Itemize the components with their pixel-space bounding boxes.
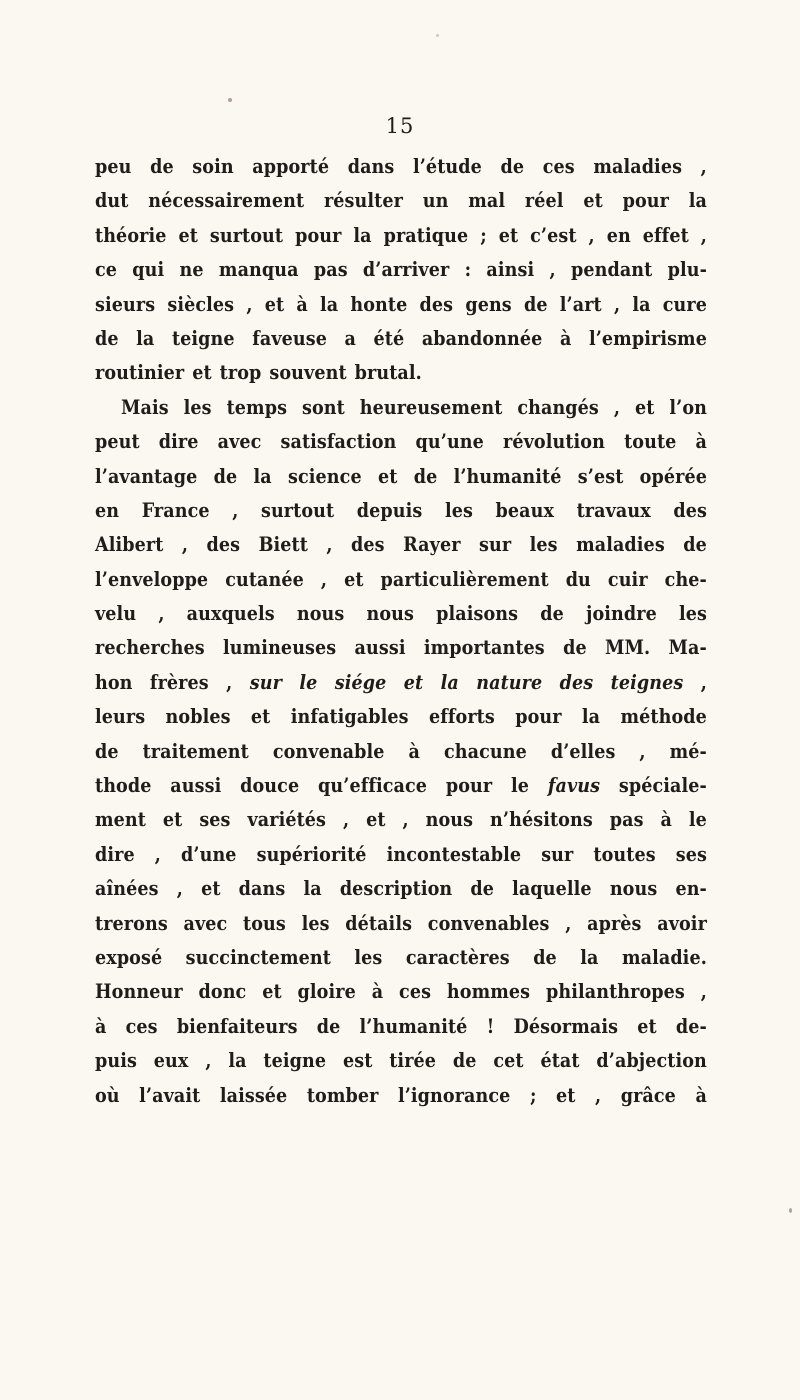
word: à bbox=[660, 808, 672, 832]
word: beaux bbox=[495, 498, 555, 522]
word: teigne bbox=[263, 1049, 327, 1073]
word: manqua bbox=[218, 258, 299, 282]
word: avoir bbox=[657, 911, 707, 935]
word: apporté bbox=[252, 155, 330, 178]
word: qu’une bbox=[415, 430, 484, 454]
word: spéciale- bbox=[618, 774, 707, 798]
word: joindre bbox=[586, 602, 657, 626]
word: maladies bbox=[593, 155, 683, 178]
word: nous bbox=[425, 808, 474, 832]
text-line bbox=[95, 425, 707, 459]
text-line bbox=[95, 460, 707, 494]
word: de bbox=[95, 326, 119, 350]
word: surtout bbox=[209, 223, 284, 247]
word: ainsi bbox=[486, 258, 535, 282]
word: pour bbox=[515, 705, 562, 729]
word: travaux bbox=[576, 498, 651, 522]
word: , bbox=[613, 395, 621, 419]
text-line bbox=[95, 666, 707, 700]
word: souvent bbox=[269, 361, 347, 385]
word: le bbox=[511, 774, 530, 798]
word: s’est bbox=[577, 464, 624, 488]
text-line bbox=[95, 1079, 707, 1113]
word: avec bbox=[183, 911, 228, 935]
word: routinier bbox=[95, 361, 185, 385]
word: de bbox=[563, 636, 587, 660]
word: en bbox=[606, 223, 631, 247]
word: pas bbox=[313, 258, 348, 282]
word: l’ignorance bbox=[397, 1083, 511, 1107]
word: de bbox=[540, 602, 564, 626]
word: les bbox=[678, 602, 707, 626]
text-line bbox=[95, 769, 707, 803]
word: description bbox=[339, 877, 453, 901]
word: qu’efficace bbox=[318, 774, 428, 798]
word: à bbox=[559, 326, 572, 350]
word: , bbox=[639, 739, 646, 763]
word: en- bbox=[675, 877, 707, 901]
word: heureusement bbox=[359, 395, 503, 419]
word: nobles bbox=[165, 705, 231, 729]
word: la bbox=[353, 223, 372, 247]
word: de bbox=[316, 1014, 341, 1038]
word: satisfaction bbox=[280, 430, 397, 454]
word: mal bbox=[468, 189, 506, 213]
text-line bbox=[95, 184, 707, 218]
word: , bbox=[565, 911, 572, 935]
word: recherches bbox=[95, 636, 205, 660]
text-line bbox=[95, 494, 707, 528]
word: importantes bbox=[423, 636, 545, 660]
word: : bbox=[464, 258, 472, 282]
word: MM. bbox=[604, 636, 651, 660]
word: les bbox=[444, 498, 473, 522]
word: avec bbox=[217, 430, 262, 454]
word: ses bbox=[199, 808, 231, 832]
word: nous bbox=[609, 877, 658, 901]
word: surtout bbox=[260, 498, 335, 522]
word: la bbox=[688, 189, 707, 213]
word: tirée bbox=[389, 1049, 437, 1073]
word: à bbox=[95, 1014, 107, 1038]
word: , bbox=[320, 567, 328, 591]
paper-speck bbox=[789, 1208, 792, 1213]
word: faveuse bbox=[252, 326, 327, 350]
word: d’une bbox=[181, 842, 237, 866]
word: et bbox=[377, 464, 398, 488]
word: France bbox=[141, 498, 210, 522]
word: sont bbox=[301, 395, 345, 419]
word: favus bbox=[547, 774, 601, 798]
word: en bbox=[95, 498, 120, 522]
word: nous bbox=[296, 602, 345, 626]
word: , bbox=[588, 223, 595, 247]
word: Mais bbox=[121, 395, 169, 419]
word: de- bbox=[675, 1014, 707, 1038]
word: sieurs bbox=[95, 292, 156, 316]
word: , bbox=[246, 292, 253, 316]
word: et bbox=[162, 808, 183, 832]
word: état bbox=[540, 1049, 580, 1073]
word: détails bbox=[345, 911, 413, 935]
text-line bbox=[95, 528, 707, 562]
word: trop bbox=[219, 361, 262, 385]
word: l’humanité bbox=[453, 464, 562, 488]
word: un bbox=[422, 189, 449, 213]
word: à bbox=[695, 430, 707, 454]
word: plu- bbox=[667, 258, 707, 282]
word: méthode bbox=[620, 705, 707, 729]
word: et bbox=[201, 877, 221, 901]
word: nous bbox=[366, 602, 415, 626]
text-line bbox=[95, 563, 707, 597]
word: leurs bbox=[95, 705, 146, 729]
word: ces bbox=[542, 155, 575, 178]
word: pratique bbox=[383, 223, 469, 247]
word: Biett bbox=[258, 533, 308, 557]
text-line bbox=[95, 631, 707, 665]
word: et bbox=[637, 1014, 657, 1038]
word: les bbox=[183, 395, 212, 419]
word: gens bbox=[465, 292, 512, 316]
word: , bbox=[205, 1049, 212, 1073]
word: nécessairement bbox=[148, 189, 305, 213]
word: exposé bbox=[95, 945, 163, 969]
word: et bbox=[498, 223, 519, 247]
word: Désormais bbox=[513, 1014, 619, 1038]
word: été bbox=[373, 326, 405, 350]
word: dans bbox=[238, 877, 286, 901]
word: infatigables bbox=[290, 705, 409, 729]
body-text bbox=[95, 150, 707, 1113]
text-line bbox=[95, 253, 707, 287]
word: l’humanité bbox=[359, 1014, 468, 1038]
word: aussi bbox=[354, 636, 406, 660]
word: réel bbox=[524, 189, 564, 213]
word: a bbox=[344, 326, 356, 350]
word: d’arriver bbox=[362, 258, 450, 282]
word: et bbox=[556, 1083, 576, 1107]
word: qui bbox=[132, 258, 165, 282]
word: la bbox=[228, 1049, 247, 1073]
word: traitement bbox=[142, 739, 249, 763]
word: siége bbox=[334, 670, 387, 694]
word: des bbox=[673, 498, 707, 522]
word: l’on bbox=[669, 395, 707, 419]
word: science bbox=[288, 464, 362, 488]
word: ; bbox=[480, 223, 487, 247]
word: d’abjection bbox=[596, 1049, 707, 1073]
word: et bbox=[583, 189, 603, 213]
word: pendant bbox=[570, 258, 653, 282]
word: , bbox=[232, 498, 239, 522]
word: sur bbox=[249, 670, 282, 694]
text-line bbox=[95, 356, 707, 390]
word: ces bbox=[399, 980, 432, 1004]
word: succinctement bbox=[185, 945, 331, 969]
word: de bbox=[413, 464, 438, 488]
word: douce bbox=[240, 774, 300, 798]
word: maladies bbox=[576, 533, 665, 557]
word: de bbox=[533, 945, 557, 969]
word: ; bbox=[529, 1083, 537, 1107]
word: n’hésitons bbox=[490, 808, 593, 832]
word: opérée bbox=[639, 464, 707, 488]
word: et bbox=[250, 705, 271, 729]
word: cure bbox=[662, 292, 707, 316]
word: théorie bbox=[95, 223, 167, 247]
text-line bbox=[95, 150, 707, 184]
word: pour bbox=[445, 774, 493, 798]
word: dire bbox=[158, 430, 199, 454]
word: pas bbox=[609, 808, 644, 832]
text-line bbox=[95, 1010, 707, 1044]
word: dire bbox=[95, 842, 135, 866]
word: les bbox=[354, 945, 383, 969]
word: cuir bbox=[607, 567, 648, 591]
word: , bbox=[158, 602, 165, 626]
text-line bbox=[95, 391, 707, 425]
word: à bbox=[408, 739, 420, 763]
word: l’enveloppe bbox=[95, 567, 209, 591]
word: chacune bbox=[443, 739, 527, 763]
word: des bbox=[206, 533, 241, 557]
word: , bbox=[342, 808, 350, 832]
word: la bbox=[253, 464, 272, 488]
word: de bbox=[500, 155, 525, 178]
word: , bbox=[613, 292, 621, 316]
word: , bbox=[402, 808, 409, 832]
word: , bbox=[700, 223, 707, 247]
word: des bbox=[351, 533, 385, 557]
word: révolution bbox=[503, 430, 605, 454]
word: à bbox=[296, 292, 308, 316]
word: mé- bbox=[669, 739, 707, 763]
word: , bbox=[181, 533, 189, 557]
word: ce bbox=[95, 258, 118, 282]
word: incontestable bbox=[386, 842, 522, 866]
word: de bbox=[95, 739, 119, 763]
word: ces bbox=[125, 1014, 158, 1038]
word: du bbox=[565, 567, 591, 591]
word: peut bbox=[95, 430, 140, 454]
word: des bbox=[419, 292, 454, 316]
word: et bbox=[178, 223, 198, 247]
word: l’avantage bbox=[95, 464, 198, 488]
text-line bbox=[95, 975, 707, 1009]
word: de bbox=[213, 464, 238, 488]
word: la bbox=[303, 877, 322, 901]
paper-speck bbox=[436, 34, 439, 37]
word: à bbox=[371, 980, 384, 1004]
word: temps bbox=[226, 395, 288, 419]
word: l’art bbox=[559, 292, 602, 316]
word: laissée bbox=[219, 1083, 288, 1107]
word: où bbox=[95, 1083, 120, 1107]
word: aînées bbox=[95, 877, 159, 901]
word: velu bbox=[95, 602, 137, 626]
word: brutal. bbox=[354, 361, 422, 385]
word: et bbox=[403, 670, 424, 694]
word: particulièrement bbox=[380, 567, 549, 591]
word: , bbox=[594, 1083, 602, 1107]
word: gloire bbox=[297, 980, 356, 1004]
word: depuis bbox=[356, 498, 423, 522]
word: et bbox=[264, 292, 285, 316]
text-line bbox=[95, 838, 707, 872]
word: teigne bbox=[171, 326, 235, 350]
word: cutanée bbox=[225, 567, 304, 591]
word: ses bbox=[675, 842, 707, 866]
word: bienfaiteurs bbox=[176, 1014, 298, 1038]
word: des bbox=[559, 670, 594, 694]
word: supériorité bbox=[256, 842, 367, 866]
word: plaisons bbox=[436, 602, 519, 626]
word: changés bbox=[517, 395, 599, 419]
text-line bbox=[95, 872, 707, 906]
word: dut bbox=[95, 189, 129, 213]
text-line bbox=[95, 322, 707, 356]
word: convenable bbox=[272, 739, 385, 763]
word: dans bbox=[347, 155, 395, 178]
word: che- bbox=[664, 567, 707, 591]
word: c’est bbox=[530, 223, 577, 247]
text-line bbox=[95, 700, 707, 734]
paper-speck bbox=[228, 98, 232, 102]
page-number: 15 bbox=[385, 114, 415, 138]
word: caractères bbox=[405, 945, 510, 969]
word: de bbox=[452, 1049, 477, 1073]
word: de bbox=[683, 533, 707, 557]
word: la bbox=[632, 292, 651, 316]
word: est bbox=[342, 1049, 373, 1073]
word: lumineuses bbox=[223, 636, 337, 660]
word: , bbox=[154, 842, 161, 866]
word: ! bbox=[486, 1014, 495, 1038]
word: soin bbox=[192, 155, 234, 178]
word: la bbox=[136, 326, 155, 350]
word: ment bbox=[95, 808, 146, 832]
word: peu bbox=[95, 155, 132, 178]
word: Ma- bbox=[668, 636, 707, 660]
word: l’avait bbox=[139, 1083, 201, 1107]
text-line bbox=[95, 597, 707, 631]
word: honte bbox=[350, 292, 408, 316]
word: puis bbox=[95, 1049, 137, 1073]
word: et bbox=[634, 395, 655, 419]
text-line bbox=[95, 735, 707, 769]
word: et bbox=[262, 980, 282, 1004]
word: frères bbox=[149, 670, 209, 694]
word: auxquels bbox=[186, 602, 275, 626]
word: et bbox=[366, 808, 386, 832]
word: toute bbox=[624, 430, 677, 454]
word: la bbox=[440, 670, 459, 694]
word: la bbox=[319, 292, 339, 316]
text-line bbox=[95, 907, 707, 941]
word: , bbox=[549, 258, 556, 282]
word: d’elles bbox=[550, 739, 616, 763]
word: , bbox=[226, 670, 233, 694]
word: toutes bbox=[593, 842, 656, 866]
word: trerons bbox=[95, 911, 168, 935]
word: , bbox=[700, 670, 707, 694]
text-line bbox=[95, 941, 707, 975]
word: le bbox=[688, 808, 707, 832]
word: nature bbox=[476, 670, 543, 694]
word: Alibert bbox=[95, 533, 164, 557]
word: les bbox=[301, 911, 330, 935]
word: ne bbox=[179, 258, 204, 282]
word: l’empirisme bbox=[588, 326, 707, 350]
word: sur bbox=[541, 842, 574, 866]
word: sur bbox=[479, 533, 512, 557]
word: le bbox=[299, 670, 318, 694]
word: de bbox=[150, 155, 174, 178]
word: la bbox=[580, 945, 599, 969]
word: eux bbox=[153, 1049, 189, 1073]
word: résulter bbox=[323, 189, 403, 213]
word: hommes bbox=[446, 980, 531, 1004]
text-line bbox=[95, 219, 707, 253]
word: , bbox=[700, 980, 707, 1004]
word: convenables bbox=[427, 911, 550, 935]
word: à bbox=[695, 1083, 707, 1107]
text-line bbox=[95, 288, 707, 322]
word: efforts bbox=[428, 705, 495, 729]
word: cet bbox=[493, 1049, 524, 1073]
word: , bbox=[326, 533, 333, 557]
word: siècles bbox=[167, 292, 235, 316]
word: l’étude bbox=[412, 155, 482, 178]
word: de bbox=[523, 292, 548, 316]
text-line bbox=[95, 803, 707, 837]
word: Rayer bbox=[403, 533, 461, 557]
word: hon bbox=[95, 670, 133, 694]
word: après bbox=[587, 911, 642, 935]
word: et bbox=[344, 567, 364, 591]
word: pour bbox=[622, 189, 669, 213]
word: les bbox=[529, 533, 558, 557]
word: aussi bbox=[170, 774, 222, 798]
word: abandonnée bbox=[421, 326, 543, 350]
word: variétés bbox=[247, 808, 327, 832]
word: Honneur bbox=[95, 980, 183, 1004]
word: grâce bbox=[620, 1083, 676, 1107]
word: , bbox=[176, 877, 183, 901]
word: philanthropes bbox=[546, 980, 685, 1004]
word: laquelle bbox=[512, 877, 592, 901]
word: de bbox=[470, 877, 495, 901]
text-line bbox=[95, 1044, 707, 1078]
word: tous bbox=[243, 911, 286, 935]
word: effet bbox=[642, 223, 689, 247]
word: thode bbox=[95, 774, 152, 798]
word: donc bbox=[198, 980, 247, 1004]
word: maladie. bbox=[621, 945, 707, 969]
word: teignes bbox=[610, 670, 684, 694]
word: , bbox=[700, 155, 707, 178]
word: tomber bbox=[306, 1083, 379, 1107]
word: pour bbox=[295, 223, 342, 247]
word: la bbox=[581, 705, 601, 729]
word: et bbox=[192, 361, 212, 385]
